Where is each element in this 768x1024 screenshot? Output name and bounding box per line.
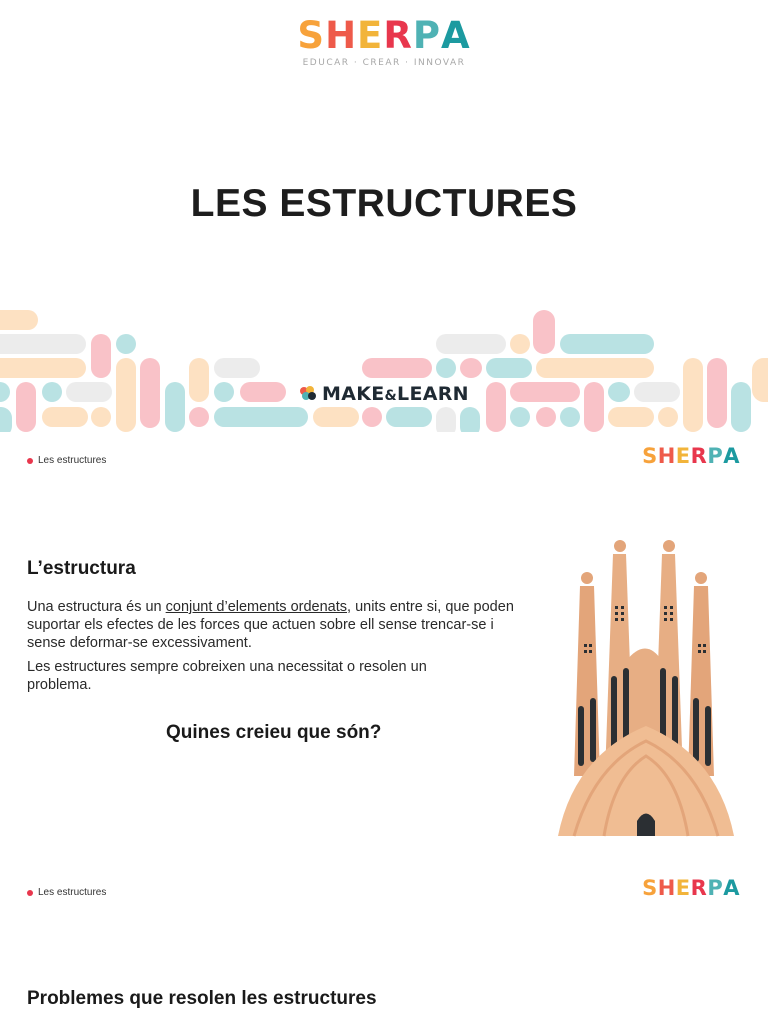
sherpa-logo bbox=[0, 14, 768, 57]
logo-letter: E bbox=[357, 14, 384, 57]
needs-paragraph: Les estructures sempre cobreixen una necessitat o resolen un problema. bbox=[27, 659, 427, 693]
sherpa-logo-small bbox=[642, 444, 740, 468]
underlined-term: conjunt d’elements ordenats bbox=[165, 599, 348, 615]
logo-letter: E bbox=[675, 444, 691, 468]
decorative-pill-band bbox=[0, 300, 768, 432]
logo-letter: R bbox=[690, 876, 708, 900]
logo-letter: P bbox=[412, 14, 441, 57]
make-and-learn-icon bbox=[298, 385, 318, 403]
logo-letter: P bbox=[707, 444, 724, 468]
section-heading: Problemes que resolen les estructures bbox=[27, 988, 377, 1009]
make-and-learn-logo bbox=[294, 381, 473, 407]
logo-letter: A bbox=[723, 444, 740, 468]
definition-paragraph: Una estructura és un conjunt d’elements ordenats, units entre si, que poden suportar els efectes de les forces que actuen sobre ell sense trencar-se i sense deformar-se excessivament. bbox=[27, 599, 514, 651]
breadcrumb-label: Les estructures bbox=[38, 455, 107, 466]
make-and-learn-text: MAKE&LEARN bbox=[322, 383, 469, 405]
bullet-dot bbox=[27, 890, 33, 896]
content-slide bbox=[0, 864, 768, 1024]
sherpa-logo-small bbox=[642, 876, 740, 900]
bullet-dot bbox=[27, 458, 33, 464]
section-heading: L’estructura bbox=[27, 558, 136, 579]
content-slide bbox=[0, 432, 768, 864]
question-text: Quines creieu que són? bbox=[166, 722, 382, 743]
title-slide bbox=[0, 0, 768, 432]
page-title: LES ESTRUCTURES bbox=[190, 182, 578, 225]
logo-letter: R bbox=[383, 14, 413, 57]
logo-letter: S bbox=[642, 876, 658, 900]
breadcrumb bbox=[27, 455, 106, 466]
logo-letter: P bbox=[707, 876, 724, 900]
logo-letter: H bbox=[325, 14, 358, 57]
logo-letter: H bbox=[657, 444, 676, 468]
logo-letter: H bbox=[657, 876, 676, 900]
logo-letter: E bbox=[675, 876, 691, 900]
logo-letter: A bbox=[440, 14, 471, 57]
breadcrumb bbox=[27, 887, 106, 898]
logo-tagline: EDUCAR · CREAR · INNOVAR bbox=[302, 58, 466, 68]
logo-letter: S bbox=[642, 444, 658, 468]
logo-letter: A bbox=[723, 876, 740, 900]
logo-letter: R bbox=[690, 444, 708, 468]
breadcrumb-label: Les estructures bbox=[38, 887, 107, 898]
sagrada-familia-icon bbox=[554, 536, 738, 838]
logo-letter: S bbox=[297, 14, 326, 57]
